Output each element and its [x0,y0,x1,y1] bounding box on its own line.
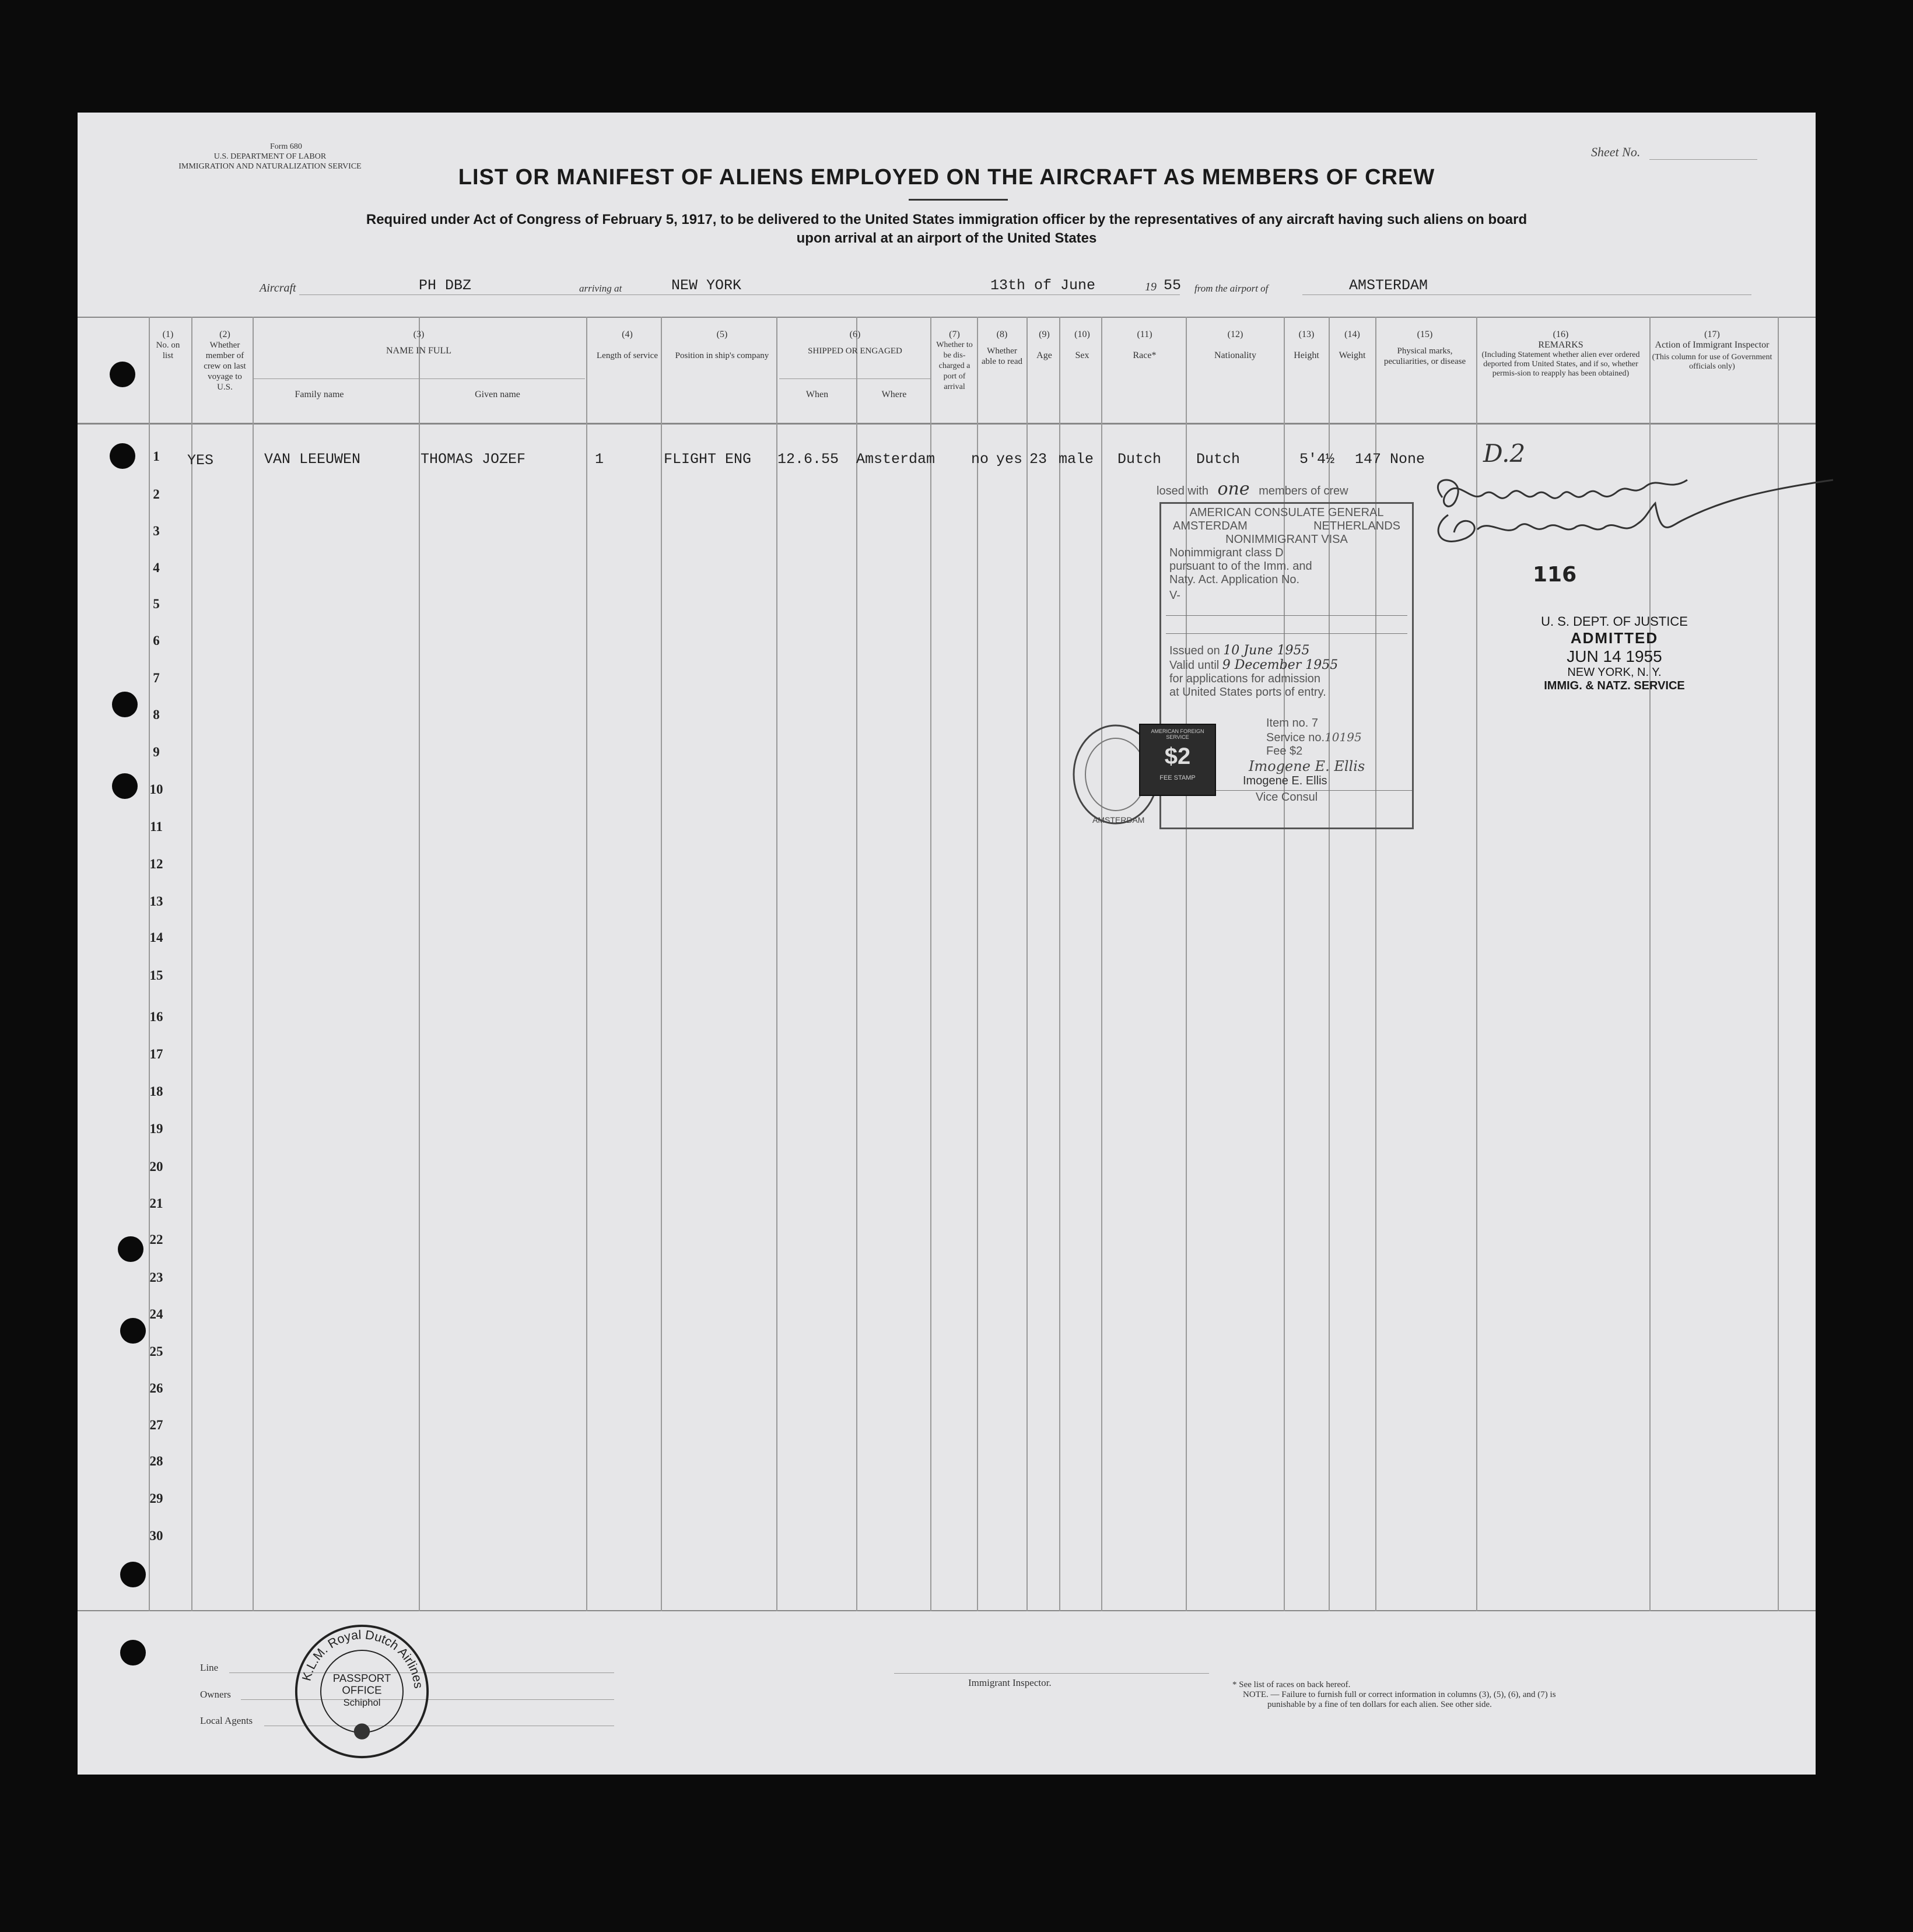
footer-owners-label: Owners [200,1689,231,1700]
where-subheader: Where [881,390,907,399]
klm-ring-text: K.L.M. Royal Dutch Airlines [299,1628,426,1689]
col-5-header: (5) Position in ship's company [675,329,769,360]
punch-hole [112,773,138,799]
from-airport-value: AMSTERDAM [1349,277,1428,294]
stamp-line-10: for applications for admission [1169,672,1321,685]
row-number: 16 [149,1009,163,1024]
remarks-handwritten: D.2 [1483,439,1526,468]
aircraft-label: Aircraft [260,282,296,294]
entry-length-of-service: 1 [595,451,604,468]
col-12-header: (12) Nationality [1214,329,1256,360]
service-name: IMMIGRATION AND NATURALIZATION SERVICE [178,162,362,171]
col-16-header: (16) REMARKS (Including Statement whether alien ever ordered deported from United States, and if so, whether permis-sion to reapply has been obtained) [1481,329,1640,378]
sheet-number-label: Sheet No. [1591,145,1641,159]
entry-able-to-read: yes [996,451,1023,468]
fee-stamp-top: AMERICAN FOREIGN SERVICE [1151,728,1204,740]
row-number: 15 [149,968,163,983]
stamp-line-2: AMSTERDAM NETHERLANDS [1173,520,1400,532]
stamp-line-3: NONIMMIGRANT VISA [1225,533,1348,546]
row-number: 20 [149,1159,163,1174]
footer-note-2: NOTE. — Failure to furnish full or correct information in columns (3), (5), (6), and (7) is [1243,1690,1556,1699]
year-prefix: 19 [1145,280,1157,293]
entry-shipped-when: 12.6.55 [777,451,839,468]
family-name-subheader: Family name [295,390,344,399]
row-number: 29 [149,1491,163,1506]
admitted-line-5: IMMIG. & NATZ. SERVICE [1544,679,1685,692]
row-number: 24 [149,1307,163,1321]
row-number: 25 [149,1344,163,1359]
given-name-subheader: Given name [475,390,520,399]
column-divider [977,317,978,1611]
stamp-issued: Issued on 10 June 1955 [1169,643,1310,658]
row-number: 21 [149,1196,163,1211]
punch-hole [112,692,138,717]
row-number: 17 [149,1047,163,1061]
handwritten-signature-icon [1425,462,1845,562]
punch-hole [120,1562,146,1587]
subtitle-line-2: upon arrival at an airport of the United States [796,230,1097,246]
manifest-sheet [78,113,1816,1775]
row-number: 2 [153,487,160,502]
col-14-header: (14) Weight [1339,329,1366,360]
col-11-header: (11) Race* [1133,329,1157,360]
col-1-header: (1) No. on list [156,329,180,360]
entry-discharged: no [971,451,989,468]
entry-race: Dutch [1117,451,1162,468]
footer-note-3: punishable by a fine of ten dollars for each alien. See other side. [1267,1700,1492,1709]
row-number: 6 [153,633,160,648]
column-divider [253,317,254,1611]
form-number: Form 680 [270,142,302,151]
column-divider [856,317,857,1611]
klm-center-1: PASSPORT [332,1671,391,1684]
row-number: 3 [153,524,160,538]
header-bottom-rule [78,423,1816,425]
when-subheader: When [805,390,829,399]
col-2-header: (2) Whether member of crew on last voyage to U.S. [204,329,246,392]
col-15-header: (15) Physical marks, peculiarities, or disease [1383,329,1466,366]
entry-physical-marks: None [1390,451,1425,468]
klm-center-2: OFFICE [342,1684,382,1696]
punch-hole [120,1640,146,1665]
col-10-header: (10) Sex [1074,329,1090,360]
from-airport-underline [1302,294,1751,295]
document-title: LIST OR MANIFEST OF ALIENS EMPLOYED ON THE AIRCRAFT AS MEMBERS OF CREW [458,165,1435,190]
entry-shipped-where: Amsterdam [856,451,936,468]
punch-hole [118,1236,143,1262]
row-number: 22 [149,1232,163,1247]
consular-closed-with: losed with one members of crew [1157,479,1348,499]
column-divider [419,317,420,1611]
col-8-header: (8) Whether able to read [982,329,1022,366]
entry-nationality: Dutch [1196,451,1241,468]
sheet-number-line [1649,159,1757,160]
arriving-label: arriving at [579,283,622,294]
row-number: 10 [149,782,163,797]
entry-height: 5'4½ [1299,451,1335,468]
stamp-vice-consul: Vice Consul [1161,790,1412,804]
column-divider [1059,317,1060,1611]
fee-stamp-value: $2 [1164,744,1191,769]
col-13-header: (13) Height [1294,329,1319,360]
stamp-blank-lines [1166,615,1407,634]
stamp-line-5: pursuant to of the Imm. and [1169,560,1312,573]
entry-age: 23 [1029,451,1047,468]
stamp-signature: Imogene E. Ellis [1249,758,1365,774]
col-4-header: (4) Length of service [597,329,658,360]
entry-position: FLIGHT ENG [664,451,752,468]
col-17-header: (17) Action of Immigrant Inspector (This column for use of Government officials only) [1652,329,1772,371]
row-number: 9 [153,745,160,759]
title-rule [909,199,1008,201]
shipped-subheader-rule [779,378,931,379]
row-number: 19 [149,1121,163,1136]
column-divider [586,317,587,1611]
admitted-line-1: U. S. DEPT. OF JUSTICE [1541,614,1688,629]
column-divider [149,317,150,1611]
footer-line-label: Line [200,1662,219,1673]
admitted-date: JUN 14 1955 [1567,647,1662,665]
stamp-valid: Valid until 9 December 1955 [1169,658,1339,672]
row-number: 5 [153,597,160,611]
footer-inspector-label: Immigrant Inspector. [968,1677,1052,1688]
klm-center-3: Schiphol [343,1696,381,1708]
row-number: 13 [149,894,163,909]
inspector-signature-rule [894,1673,1209,1674]
col-7-header: (7) Whether to be dis-charged a port of arrival [936,329,973,391]
row-number: 8 [153,707,160,722]
admitted-stamp [1518,614,1711,693]
row-number: 27 [149,1418,163,1432]
department-name: U.S. DEPARTMENT OF LABOR [213,152,327,161]
subtitle-line-1: Required under Act of Congress of February 5, 1917, to be delivered to the United States immigration officer by the representatives of any aircraft having such aliens on board [366,212,1527,227]
col-9-header: (9) Age [1036,329,1052,360]
column-divider [930,317,931,1611]
stamp-line-1: AMERICAN CONSULATE GENERAL [1189,506,1384,519]
entry-given-name: THOMAS JOZEF [421,451,526,468]
stamp-line-7: V- [1169,589,1180,602]
seal-text: AMSTERDAM [1092,815,1145,825]
col-6-header: (6) SHIPPED OR ENGAGED [808,329,902,356]
column-divider [776,317,777,1611]
row-number: 1 [153,449,160,464]
row-number: 30 [149,1528,163,1543]
column-divider [661,317,662,1611]
stamp-line-11: at United States ports of entry. [1169,686,1326,699]
handwritten-count: 116 [1533,563,1577,587]
document-subtitle [206,211,1687,248]
column-divider [191,317,192,1611]
punch-hole [110,443,135,469]
admitted-line-2: ADMITTED [1570,629,1659,647]
aircraft-underline [299,294,661,295]
year-suffix: 55 [1164,277,1182,294]
row-number: 12 [149,857,163,871]
stamp-line-6: Naty. Act. Application No. [1169,573,1300,586]
arriving-value: NEW YORK [671,277,742,294]
admitted-line-4: NEW YORK, N. Y. [1567,666,1662,679]
punch-hole [110,362,135,387]
fee-stamp [1139,724,1216,796]
arrival-date: 13th of June [990,277,1096,294]
table-top-rule [78,317,1816,318]
stamp-line-4: Nonimmigrant class D [1169,546,1284,559]
row-number: 23 [149,1270,163,1285]
from-airport-label: from the airport of [1194,283,1269,294]
stamp-fee: Fee $2 [1266,745,1303,758]
footer-local-agents-label: Local Agents [200,1715,253,1726]
klm-passport-office-stamp [293,1623,430,1760]
table-bottom-rule [78,1610,1816,1611]
entry-sex: male [1059,451,1094,468]
arriving-underline [637,294,1011,295]
entry-weight: 147 [1355,451,1382,468]
row-number: 4 [153,560,160,575]
row-number: 11 [150,819,163,834]
column-divider [1026,317,1028,1611]
row-number: 14 [149,930,163,945]
row-number: 26 [149,1381,163,1395]
entry-last-voyage: YES [187,452,214,469]
punch-hole [120,1318,146,1344]
fee-stamp-bottom: FEE STAMP [1159,774,1196,781]
entry-family-name: VAN LEEUWEN [264,451,361,468]
col-3-header: (3) NAME IN FULL [386,329,451,356]
footer-notes [1232,1680,1728,1710]
date-underline [1011,294,1180,295]
stamp-service-no: Service no.10195 [1266,730,1362,744]
stamp-item-no: Item no. 7 [1266,717,1318,730]
row-number: 18 [149,1084,163,1099]
footer-note-1: * See list of races on back hereof. [1232,1680,1351,1689]
row-number: 7 [153,671,160,685]
row-number: 28 [149,1454,163,1468]
stamp-signer-name: Imogene E. Ellis [1243,774,1327,787]
column-divider [1101,317,1102,1611]
aircraft-value: PH DBZ [419,277,472,294]
